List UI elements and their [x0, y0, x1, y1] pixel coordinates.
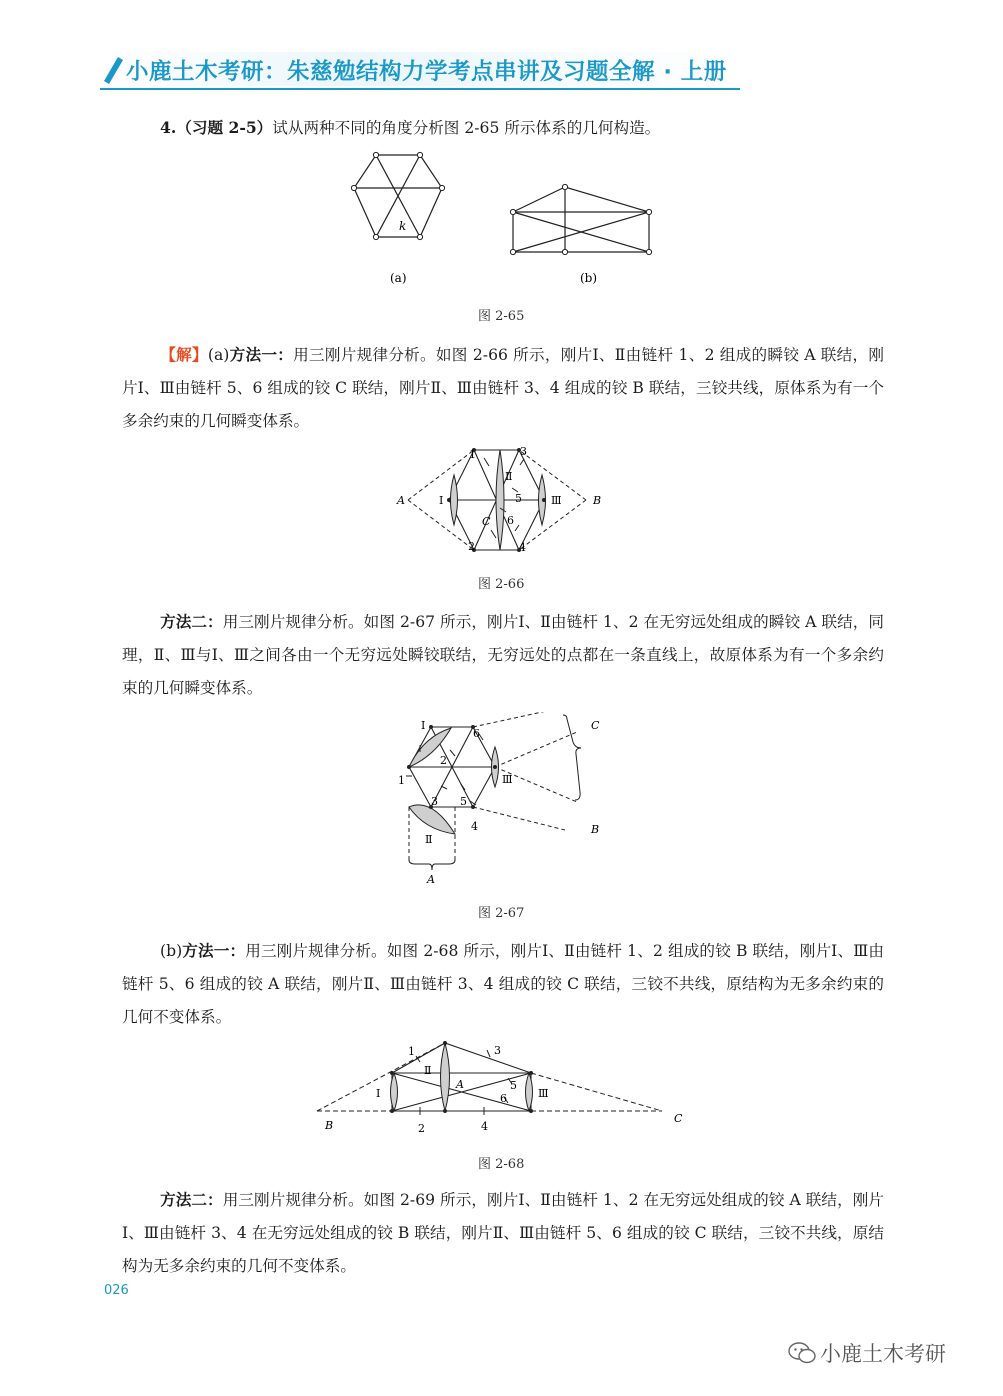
- solution-paragraph-3: [122, 934, 884, 1034]
- fig68-label-I: Ⅰ: [376, 1087, 381, 1100]
- fig66-label-2: 2: [468, 540, 475, 553]
- figure-2-66: [396, 445, 611, 557]
- solution-label: 【解】: [160, 345, 208, 364]
- figure-2-66-caption: 图 2-66: [478, 577, 525, 592]
- fig68-label-B: B: [325, 1119, 334, 1132]
- solution-text-1: 用三刚片规律分析。如图 2-66 所示，刚片Ⅰ、Ⅱ由链杆 1、2 组成的瞬铰 A 联结，刚片Ⅰ、Ⅲ由链杆 5、6 组成的铰 C 联结，刚片Ⅱ、Ⅲ由链杆 3、4 组成的铰 B 联结，三铰共线，原体系为有一个多余约束的几何瞬变体系。: [122, 346, 884, 430]
- figure-2-67: [395, 712, 610, 892]
- header-title: 小鹿土木考研：朱慈勉结构力学考点串讲及习题全解 · 上册: [126, 59, 727, 85]
- method-2-label: 方法二：: [160, 612, 223, 631]
- fig67-label-6: 6: [473, 727, 480, 740]
- figure-2-67-caption: 图 2-67: [478, 906, 525, 921]
- question-tag: （习题 2-5）: [176, 118, 273, 137]
- pen-icon: [102, 54, 124, 86]
- fig68-label-3: 3: [494, 1044, 501, 1057]
- question-text: 试从两种不同的角度分析图 2-65 所示体系的几何构造。: [272, 119, 661, 137]
- fig66-label-II: Ⅱ: [505, 470, 513, 483]
- part-b-prefix: (b): [160, 942, 183, 960]
- method-2-label-b: 方法二：: [160, 1190, 223, 1209]
- fig67-label-A: A: [427, 873, 435, 886]
- solution-paragraph-4: [122, 1183, 884, 1283]
- subfigure-a-label: (a): [390, 271, 407, 285]
- fig67-label-5: 5: [460, 795, 467, 808]
- figure-2-65-caption: 图 2-65: [478, 309, 525, 324]
- fig68-label-4: 4: [481, 1120, 488, 1133]
- fig67-label-I: Ⅰ: [421, 719, 426, 732]
- page-header: [100, 52, 740, 92]
- solution-text-2: 用三刚片规律分析。如图 2-67 所示，刚片Ⅰ、Ⅱ由链杆 1、2 在无穷远处组成的瞬铰 A 联结，同理，Ⅱ、Ⅲ与Ⅰ、Ⅲ之间各由一个无穷远处瞬铰联结，无穷远处的点都在一条直线上，故原体系为有一个多余约束的几何瞬变体系。: [122, 613, 884, 697]
- header-rule: [100, 88, 740, 90]
- method-1-label: 方法一：: [229, 345, 294, 364]
- page-number: 026: [104, 1283, 129, 1298]
- fig66-label-B: B: [593, 494, 602, 507]
- fig66-label-5: 5: [515, 492, 522, 505]
- wechat-icon: [788, 1342, 816, 1364]
- solution-text-4: 用三刚片规律分析。如图 2-69 所示，刚片Ⅰ、Ⅱ由链杆 1、2 在无穷远处组成的铰 A 联结，刚片Ⅰ、Ⅲ由链杆 3、4 在无穷远处组成的铰 B 联结，刚片Ⅱ、Ⅲ由链杆 5、6 组成的铰 C 联结，三铰不共线，原结构为无多余约束的几何不变体系。: [122, 1191, 884, 1275]
- watermark-text: 小鹿土木考研: [820, 1342, 946, 1366]
- solution-paragraph-2: [122, 605, 884, 705]
- watermark: [788, 1338, 946, 1368]
- fig67-label-II: Ⅱ: [425, 833, 433, 846]
- fig66-label-C: C: [482, 515, 491, 528]
- fig66-label-1: 1: [469, 448, 476, 461]
- fig66-label-A: A: [397, 494, 405, 507]
- fig66-label-3: 3: [520, 445, 527, 458]
- fig67-label-3: 3: [431, 795, 438, 808]
- fig67-label-III: Ⅲ: [502, 773, 513, 786]
- node-k-label: k: [399, 219, 407, 233]
- solution-text-3: 用三刚片规律分析。如图 2-68 所示，刚片Ⅰ、Ⅱ由链杆 1、2 组成的铰 B 联结，刚片Ⅰ、Ⅲ由链杆 5、6 组成的铰 A 联结，刚片Ⅱ、Ⅲ由链杆 3、4 组成的铰 C 联结，三铰不共线，原结构为无多余约束的几何不变体系。: [122, 942, 884, 1026]
- fig67-label-4: 4: [471, 820, 478, 833]
- fig66-label-III: Ⅲ: [551, 494, 562, 507]
- figure-2-68-caption: 图 2-68: [478, 1157, 525, 1172]
- fig66-label-6: 6: [507, 514, 514, 527]
- fig67-label-B: B: [591, 823, 600, 836]
- fig68-label-5: 5: [510, 1079, 517, 1092]
- fig68-label-III: Ⅲ: [538, 1087, 549, 1100]
- fig68-label-II: Ⅱ: [424, 1064, 432, 1077]
- part-a-prefix: (a): [207, 346, 230, 364]
- solution-paragraph-1: [122, 338, 884, 438]
- fig68-label-A: A: [456, 1078, 464, 1091]
- fig68-label-6: 6: [500, 1092, 507, 1105]
- figure-2-68: [312, 1038, 692, 1138]
- fig67-label-C: C: [591, 719, 600, 732]
- fig68-label-1: 1: [408, 1045, 415, 1058]
- fig67-label-2: 2: [440, 754, 447, 767]
- fig68-label-C: C: [674, 1112, 683, 1125]
- fig66-label-I: Ⅰ: [439, 494, 444, 507]
- fig67-label-1: 1: [398, 774, 405, 787]
- method-1-label-b: 方法一：: [182, 941, 246, 960]
- subfigure-b-label: (b): [580, 271, 598, 285]
- question: [160, 116, 660, 138]
- fig68-label-2: 2: [418, 1122, 425, 1135]
- question-number: 4.: [160, 118, 177, 137]
- figure-2-65: [330, 150, 680, 295]
- fig66-label-4: 4: [519, 541, 526, 554]
